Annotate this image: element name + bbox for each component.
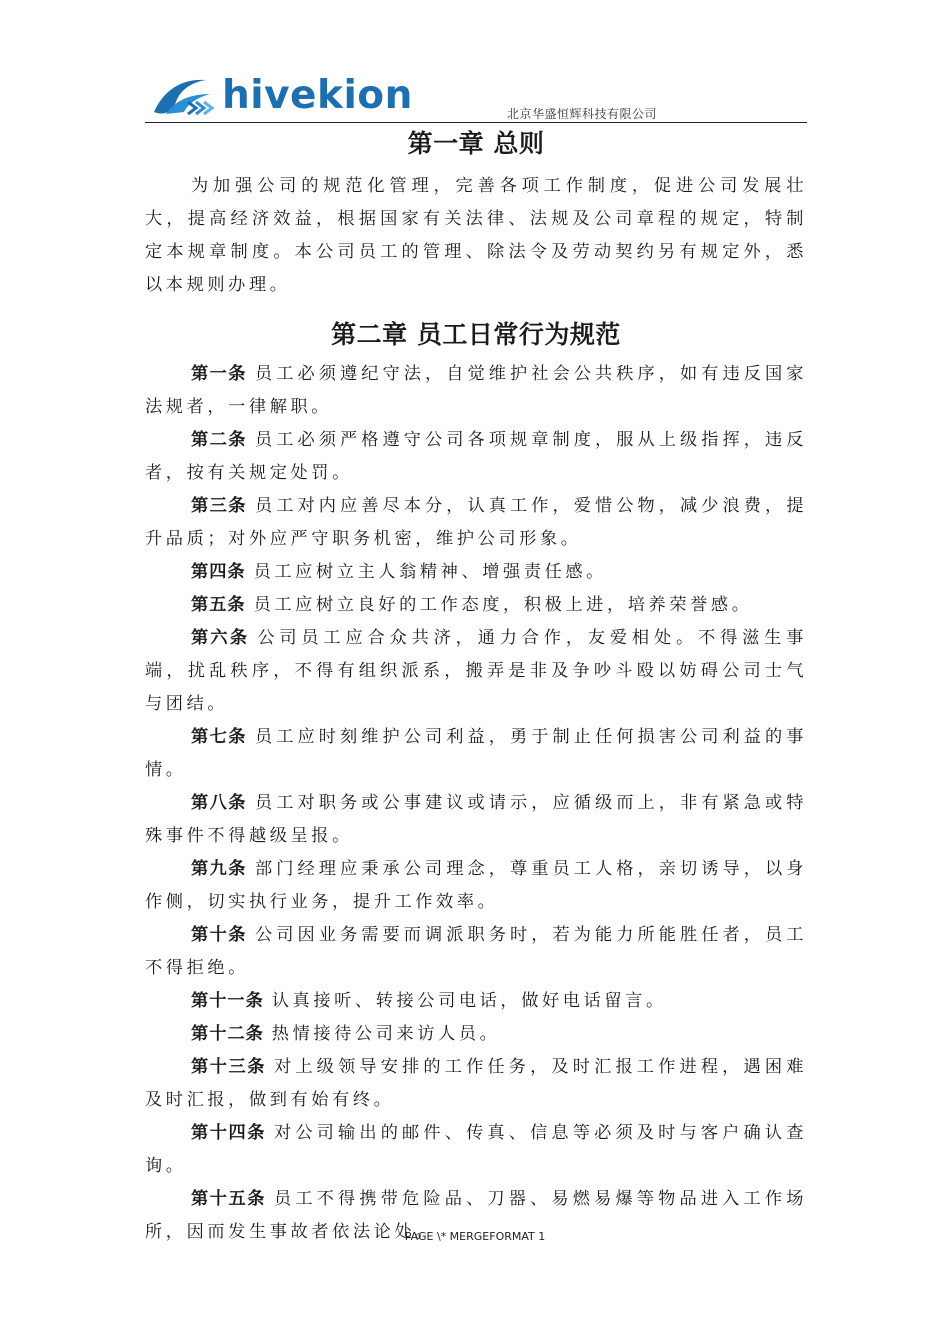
article-text: 员工应时刻维护公司利益，勇于制止任何损害公司利益的事情。 xyxy=(145,727,807,780)
article-label: 第四条 xyxy=(191,562,246,582)
article-label: 第三条 xyxy=(191,496,247,516)
chapter-1-paragraph: 为加强公司的规范化管理，完善各项工作制度，促进公司发展壮大，提高经济效益，根据国家有关法律、法规及公司章程的规定，特制定本规章制度。本公司员工的管理、除法令及劳动契约另有规定外，悉以本规则办理。 xyxy=(145,176,807,295)
article-8 xyxy=(145,787,807,853)
article-text: 热情接待公司来访人员。 xyxy=(271,1024,501,1044)
header-rule xyxy=(145,122,807,123)
article-text: 员工不得携带危险品、刀器、易燃易爆等物品进入工作场所，因而发生事故者依法论处。 xyxy=(145,1189,807,1242)
article-3 xyxy=(145,490,807,556)
article-text: 员工必须严格遵守公司各项规章制度，服从上级指挥，违反者，按有关规定处罚。 xyxy=(145,430,807,483)
article-label: 第十二条 xyxy=(191,1024,264,1044)
article-label: 第六条 xyxy=(191,628,250,648)
document-body xyxy=(145,124,807,1249)
article-7 xyxy=(145,721,807,787)
article-5 xyxy=(145,589,807,622)
article-label: 第九条 xyxy=(191,859,247,879)
article-label: 第十四条 xyxy=(191,1123,266,1143)
article-9 xyxy=(145,853,807,919)
article-text: 认真接听、转接公司电话，做好电话留言。 xyxy=(271,991,667,1011)
company-logo xyxy=(148,68,413,122)
article-12 xyxy=(145,1018,807,1051)
page-footer: PAGE \* MERGEFORMAT 1 xyxy=(404,1230,546,1243)
article-2 xyxy=(145,424,807,490)
article-text: 员工必须遵纪守法，自觉维护社会公共秩序，如有违反国家法规者，一律解职。 xyxy=(145,364,807,417)
article-text: 员工对内应善尽本分，认真工作，爱惜公物，减少浪费，提升品质；对外应严守职务机密，维护公司形象。 xyxy=(145,496,807,549)
article-text: 员工对职务或公事建议或请示，应循级而上，非有紧急或特殊事件不得越级呈报。 xyxy=(145,793,807,846)
article-4 xyxy=(145,556,807,589)
article-text: 对上级领导安排的工作任务，及时汇报工作进程，遇困难及时汇报，做到有始有终。 xyxy=(145,1057,807,1110)
article-label: 第十五条 xyxy=(191,1189,266,1209)
wave-logo-icon xyxy=(148,72,220,118)
article-label: 第十一条 xyxy=(191,991,264,1011)
article-text: 员工应树立主人翁精神、增强责任感。 xyxy=(253,562,607,582)
article-6 xyxy=(145,622,807,721)
article-label: 第十条 xyxy=(191,925,247,945)
company-name: 北京华盛恒辉科技有限公司 xyxy=(507,107,658,121)
page-header xyxy=(145,62,807,124)
article-label: 第七条 xyxy=(191,727,247,747)
article-11 xyxy=(145,985,807,1018)
article-text: 公司因业务需要而调派职务时，若为能力所能胜任者，员工不得拒绝。 xyxy=(145,925,807,978)
article-label: 第八条 xyxy=(191,793,247,813)
article-text: 员工应树立良好的工作态度，积极上进，培养荣誉感。 xyxy=(253,595,753,615)
chapter-1-title: 第一章 总则 xyxy=(407,129,545,158)
article-text: 公司员工应合众共济，通力合作，友爱相处。不得滋生事端，扰乱秩序，不得有组织派系，搬弄是非及争吵斗殴以妨碍公司士气与团结。 xyxy=(145,628,807,714)
chapter-2-title: 第二章 员工日常行为规范 xyxy=(331,320,621,349)
article-label: 第一条 xyxy=(191,364,247,384)
article-label: 第十三条 xyxy=(191,1057,266,1077)
article-14 xyxy=(145,1117,807,1183)
article-1 xyxy=(145,358,807,424)
article-label: 第五条 xyxy=(191,595,246,615)
article-10 xyxy=(145,919,807,985)
logo-text: hivekion xyxy=(222,72,413,118)
article-text: 对公司输出的邮件、传真、信息等必须及时与客户确认查询。 xyxy=(145,1123,807,1176)
article-label: 第二条 xyxy=(191,430,247,450)
article-text: 部门经理应秉承公司理念，尊重员工人格，亲切诱导，以身作侧，切实执行业务，提升工作效率。 xyxy=(145,859,807,912)
article-13 xyxy=(145,1051,807,1117)
